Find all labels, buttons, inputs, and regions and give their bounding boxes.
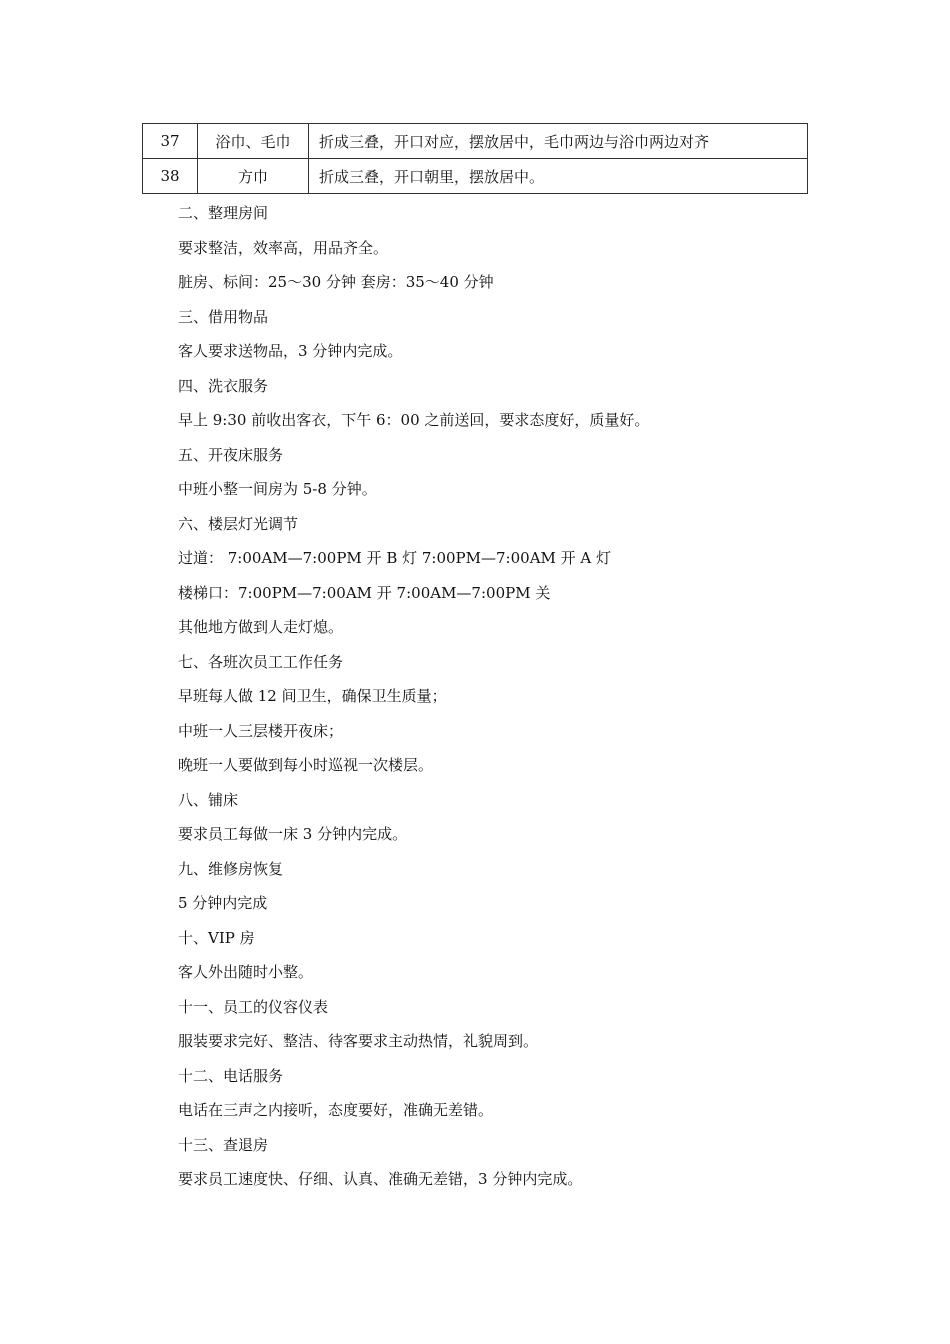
row-description: 折成三叠，开口对应，摆放居中，毛巾两边与浴巾两边对齐	[309, 124, 808, 159]
section-heading: 四、洗衣服务	[178, 376, 269, 395]
row-number: 38	[143, 159, 198, 194]
paragraph: 晚班一人要做到每小时巡视一次楼层。	[178, 756, 434, 774]
paragraph: 早班每人做 12 间卫生，确保卫生质量；	[178, 687, 447, 705]
section-heading: 七、各班次员工工作任务	[178, 652, 344, 671]
paragraph: 中班一人三层楼开夜床；	[178, 721, 344, 740]
table-row	[143, 124, 808, 159]
section-heading: 十、VIP 房	[178, 928, 255, 947]
section-heading: 三、借用物品	[178, 307, 269, 326]
towel-folding-table	[142, 123, 808, 194]
row-item: 浴巾、毛巾	[198, 124, 309, 159]
table-row	[143, 159, 808, 194]
section-heading: 十三、查退房	[178, 1135, 269, 1154]
section-heading: 九、维修房恢复	[178, 859, 284, 878]
paragraph: 早上 9:30 前收出客衣，下午 6：00 之前送回，要求态度好，质量好。	[178, 411, 650, 429]
section-heading: 十二、电话服务	[178, 1066, 284, 1085]
section-heading: 二、整理房间	[178, 204, 269, 222]
paragraph: 5 分钟内完成	[178, 894, 268, 912]
section-heading: 五、开夜床服务	[178, 445, 284, 464]
section-heading: 十一、员工的仪容仪表	[178, 997, 329, 1016]
paragraph: 客人外出随时小整。	[178, 963, 314, 981]
paragraph: 电话在三声之内接听，态度要好，准确无差错。	[178, 1101, 494, 1119]
paragraph: 脏房、标间：25～30 分钟 套房：35～40 分钟	[178, 273, 494, 291]
paragraph: 要求员工每做一床 3 分钟内完成。	[178, 825, 408, 843]
paragraph: 要求员工速度快、仔细、认真、准确无差错，3 分钟内完成。	[178, 1170, 583, 1188]
paragraph: 中班小整一间房为 5-8 分钟。	[178, 480, 377, 498]
paragraph: 服装要求完好、整洁、待客要求主动热情，礼貌周到。	[178, 1032, 539, 1050]
standards-text	[178, 196, 818, 1197]
section-heading: 八、铺床	[178, 790, 239, 809]
row-number: 37	[143, 124, 198, 159]
paragraph: 楼梯口：7:00PM—7:00AM 开 7:00AM—7:00PM 关	[178, 583, 551, 602]
row-item: 方巾	[198, 159, 309, 194]
paragraph: 要求整洁，效率高，用品齐全。	[178, 238, 389, 257]
paragraph: 过道： 7:00AM—7:00PM 开 B 灯 7:00PM—7:00AM 开 A 灯	[178, 549, 612, 567]
paragraph: 其他地方做到人走灯熄。	[178, 618, 344, 636]
row-description: 折成三叠，开口朝里，摆放居中。	[309, 159, 808, 194]
paragraph: 客人要求送物品，3 分钟内完成。	[178, 342, 403, 360]
section-heading: 六、楼层灯光调节	[178, 514, 299, 533]
